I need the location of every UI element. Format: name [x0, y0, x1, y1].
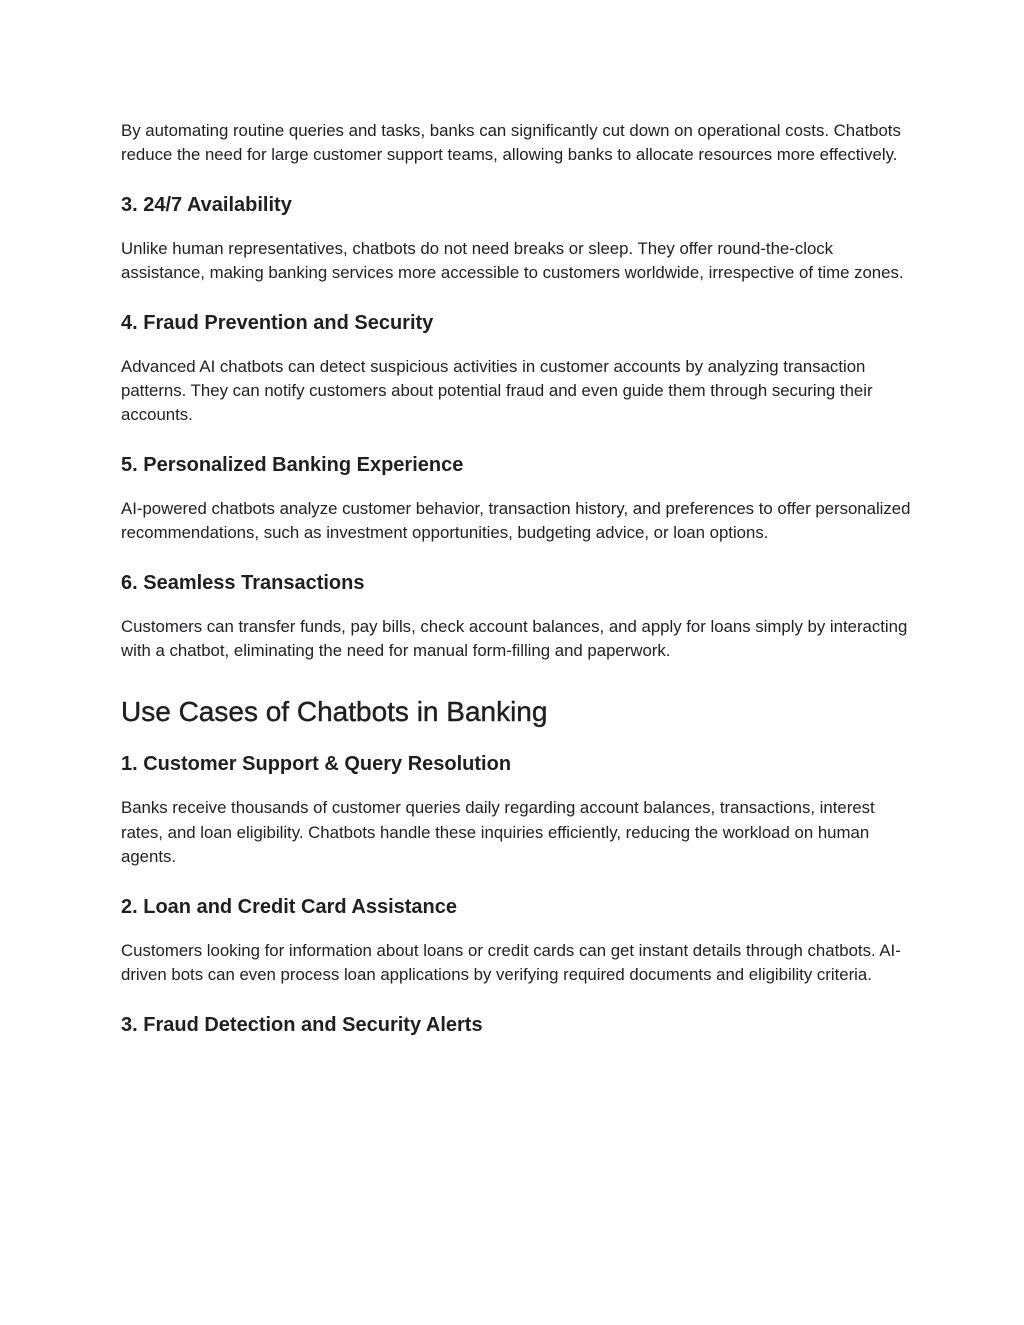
use-cases-title: Use Cases of Chatbots in Banking	[121, 696, 548, 728]
use-case-heading-loan-credit: 2. Loan and Credit Card Assistance	[121, 895, 458, 918]
benefit-heading-transactions: 6. Seamless Transactions	[121, 571, 365, 594]
benefit-body-transactions: Customers can transfer funds, pay bills, check account balances, and apply for loans simply by interacting with a chatbot, eliminating the need for manual form-filling and paperwork.	[121, 616, 908, 661]
use-case-body-loan-credit: Customers looking for information about loans or credit cards can get instant details through chatbots. AI-driven bots can even process loan applications by verifying required documents and eligibility criteria.	[121, 940, 901, 985]
benefit-body-personalized: AI-powered chatbots analyze customer behavior, transaction history, and preferences to offer personalized recommendations, such as investment opportunities, budgeting advice, or loan options.	[121, 498, 911, 543]
benefit-heading-availability: 3. 24/7 Availability	[121, 193, 292, 216]
use-case-body-customer-support: Banks receive thousands of customer queries daily regarding account balances, transactions, interest rates, and loan eligibility. Chatbots handle these inquiries efficiently, reducing the workload on human agents.	[121, 798, 875, 867]
document-page	[121, 119, 911, 1038]
benefit-body-availability: Unlike human representatives, chatbots do not need breaks or sleep. They offer round-the-clock assistance, making banking services more accessible to customers worldwide, irrespective of time zones.	[121, 238, 904, 283]
benefit-heading-personalized: 5. Personalized Banking Experience	[121, 453, 464, 476]
use-case-heading-customer-support: 1. Customer Support & Query Resolution	[121, 753, 512, 776]
benefit-body-fraud-prevention: Advanced AI chatbots can detect suspicious activities in customer accounts by analyzing transaction patterns. They can notify customers about potential fraud and even guide them through securing their accounts.	[121, 356, 873, 425]
use-case-heading-fraud-detection: 3. Fraud Detection and Security Alerts	[121, 1013, 483, 1036]
intro-paragraph: By automating routine queries and tasks, banks can significantly cut down on operational costs. Chatbots reduce the need for large customer support teams, allowing banks to allocate resources more effectively.	[121, 121, 901, 165]
benefit-heading-fraud-prevention: 4. Fraud Prevention and Security	[121, 311, 434, 334]
